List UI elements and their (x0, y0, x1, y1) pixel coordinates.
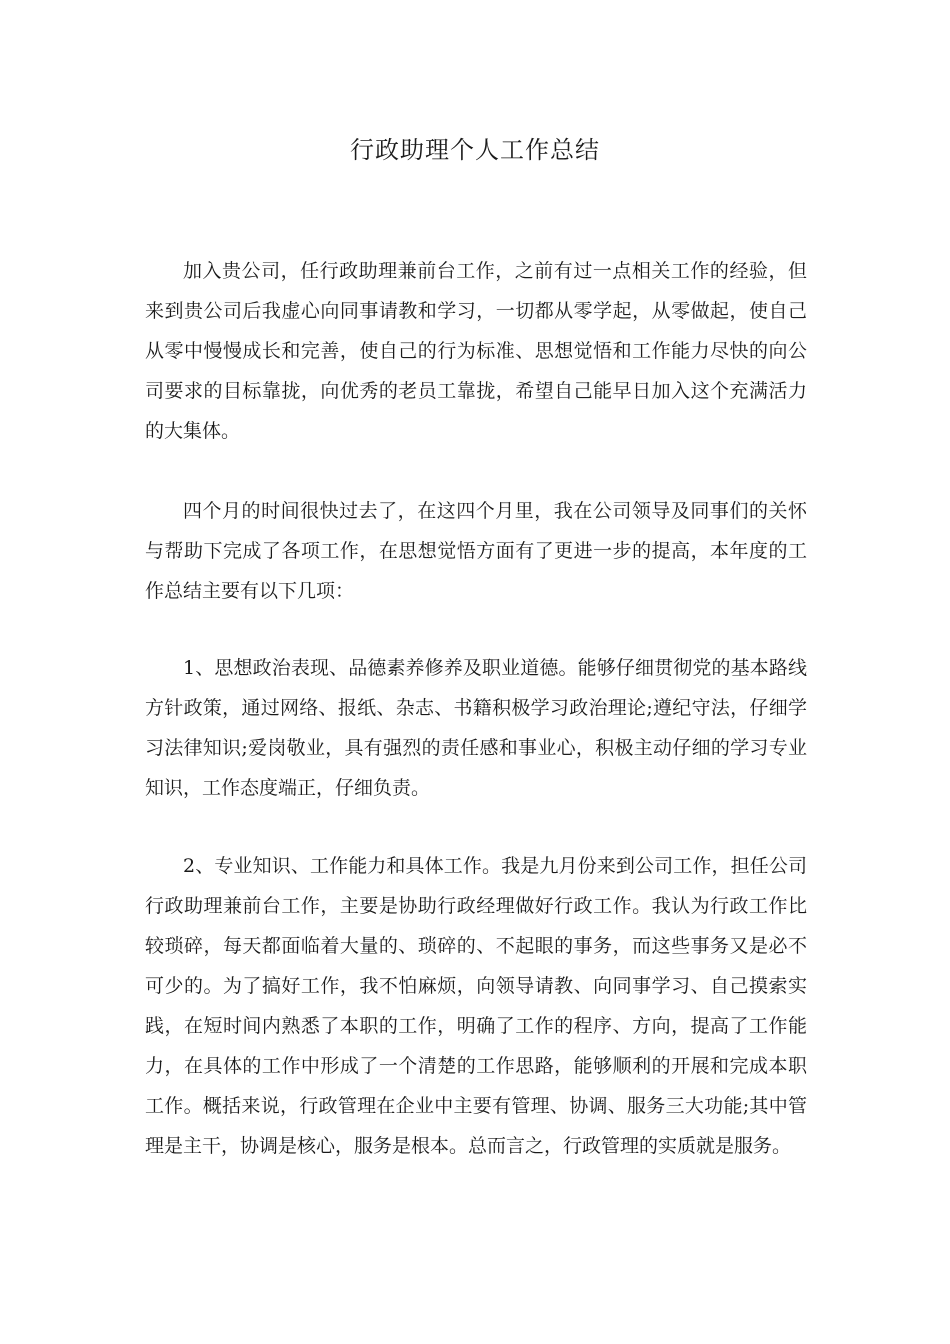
paragraph-item-2: 2、专业知识、工作能力和具体工作。我是九月份来到公司工作，担任公司行政助理兼前台工作，主要是协助行政经理做好行政工作。我认为行政工作比较琐碎，每天都面临着大量的、琐碎的、不起眼的事务，而这些事务又是必不可少的。为了搞好工作，我不怕麻烦，向领导请教、向同事学习、自己摸索实践，在短时间内熟悉了本职的工作，明确了工作的程序、方向，提高了工作能力，在具体的工作中形成了一个清楚的工作思路，能够顺利的开展和完成本职工作。概括来说，行政管理在企业中主要有管理、协调、服务三大功能;其中管理是主干，协调是核心，服务是根本。总而言之，行政管理的实质就是服务。 (145, 855, 807, 1157)
paragraph-item-1: 1、思想政治表现、品德素养修养及职业道德。能够仔细贯彻党的基本路线方针政策，通过网络、报纸、杂志、书籍积极学习政治理论;遵纪守法，仔细学习法律知识;爱岗敬业，具有强烈的责任感和事业心，积极主动仔细的学习专业知识，工作态度端正，仔细负责。 (145, 657, 807, 799)
paragraph-intro: 加入贵公司，任行政助理兼前台工作，之前有过一点相关工作的经验，但来到贵公司后我虚心向同事请教和学习，一切都从零学起，从零做起，使自己从零中慢慢成长和完善，使自己的行为标准、思想觉悟和工作能力尽快的向公司要求的目标靠拢，向优秀的老员工靠拢，希望自己能早日加入这个充满活力的大集体。 (145, 260, 807, 442)
paragraph-summary-overview: 四个月的时间很快过去了，在这四个月里，我在公司领导及同事们的关怀与帮助下完成了各项工作，在思想觉悟方面有了更进一步的提高，本年度的工作总结主要有以下几项： (145, 500, 807, 602)
document-title: 行政助理个人工作总结 (350, 136, 600, 164)
